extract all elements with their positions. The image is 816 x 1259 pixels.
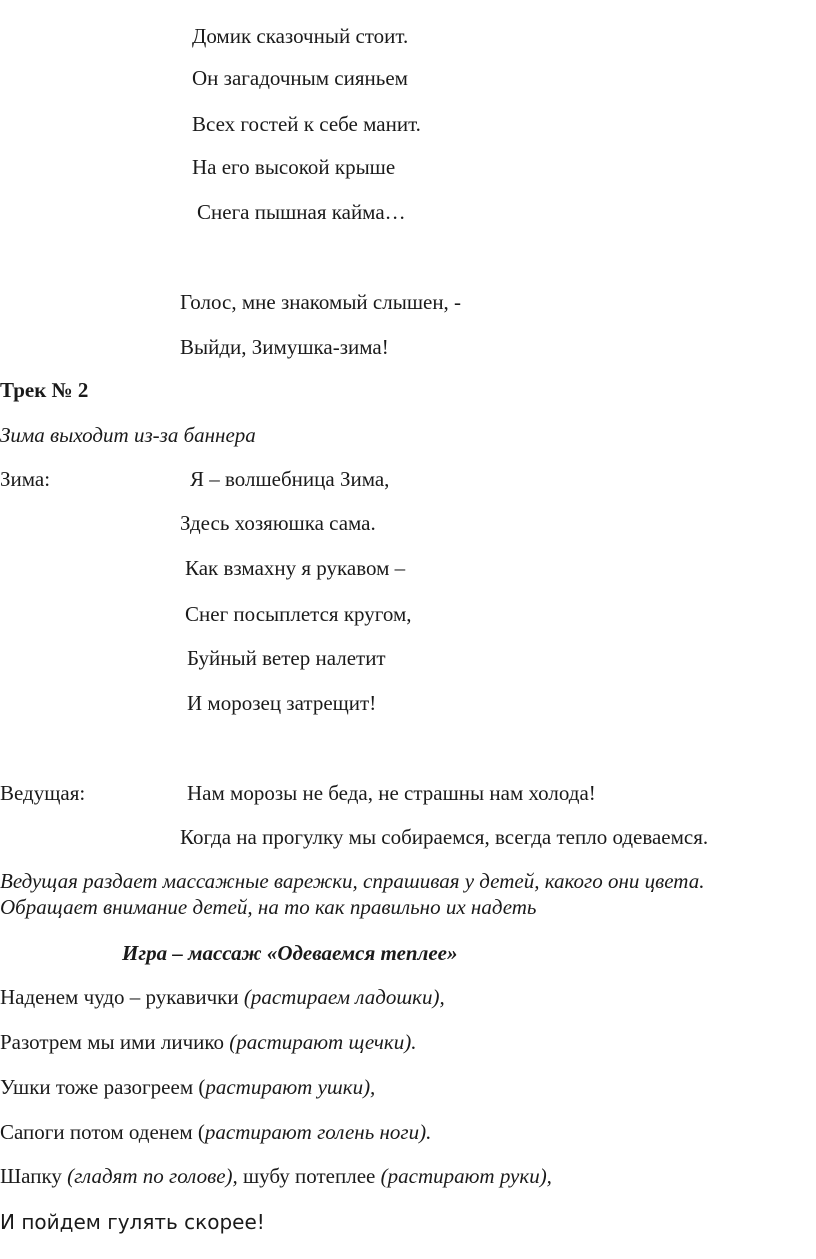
winter-line-6: И морозец затрещит! [187, 691, 377, 715]
poem-line-3: Всех гостей к себе манит. [192, 112, 421, 136]
poem-line-7: Выйди, Зимушка-зима! [180, 335, 389, 359]
game-line-note: (растираем ладошки), [243, 985, 445, 1009]
game-line-1 [0, 987, 445, 1008]
winter-line-1: Я – волшебница Зима, [190, 467, 390, 491]
game-line-text-2: шубу потеплее [237, 1164, 381, 1188]
game-line-3 [0, 1077, 375, 1098]
winter-line-4: Снег посыплется кругом, [185, 602, 412, 626]
winter-line-3: Как взмахну я рукавом – [185, 556, 406, 580]
speaker-host: Ведущая: [0, 781, 86, 805]
poem-line-1: Домик сказочный стоит. [192, 24, 409, 48]
final-line: И пойдем гулять скорее! [0, 1210, 265, 1234]
game-line-text: Ушки тоже разогреем ( [0, 1075, 206, 1099]
game-line-note: растирают ушки), [205, 1075, 376, 1099]
speaker-winter: Зима: [0, 467, 51, 491]
game-line-text: Наденем чудо – рукавички [0, 985, 244, 1009]
game-line-text: Сапоги потом оденем ( [0, 1120, 205, 1144]
game-line-2 [0, 1032, 416, 1053]
stage-direction-2-line-1: Ведущая раздает массажные варежки, спрашивая у детей, какого они цвета. [0, 869, 705, 893]
game-line-note: растирают голень ноги). [204, 1120, 432, 1144]
poem-line-5: Снега пышная кайма… [197, 200, 406, 224]
game-line-5 [0, 1166, 552, 1187]
game-line-note: (растирают щечки). [229, 1030, 417, 1054]
winter-line-5: Буйный ветер налетит [187, 646, 386, 670]
poem-line-4: На его высокой крыше [192, 155, 396, 179]
game-title: Игра – массаж «Одеваемся теплее» [122, 941, 458, 965]
game-line-note: (гладят по голове), [67, 1164, 238, 1188]
host-line-1: Нам морозы не беда, не страшны нам холода! [187, 781, 596, 805]
host-line-2: Когда на прогулку мы собираемся, всегда тепло одеваемся. [180, 825, 709, 849]
game-line-text: Разотрем мы ими личико [0, 1030, 230, 1054]
stage-direction-2-line-2: Обращает внимание детей, на то как правильно их надеть [0, 895, 537, 919]
game-line-text: Шапку [0, 1164, 68, 1188]
winter-line-2: Здесь хозяюшка сама. [180, 511, 376, 535]
poem-line-6: Голос, мне знакомый слышен, - [180, 290, 462, 314]
game-line-4 [0, 1122, 431, 1143]
stage-direction-1: Зима выходит из-за баннера [0, 423, 256, 447]
poem-line-2: Он загадочным сияньем [192, 66, 408, 90]
game-line-note-2: (растирают руки), [380, 1164, 552, 1188]
track-heading: Трек № 2 [0, 378, 89, 402]
